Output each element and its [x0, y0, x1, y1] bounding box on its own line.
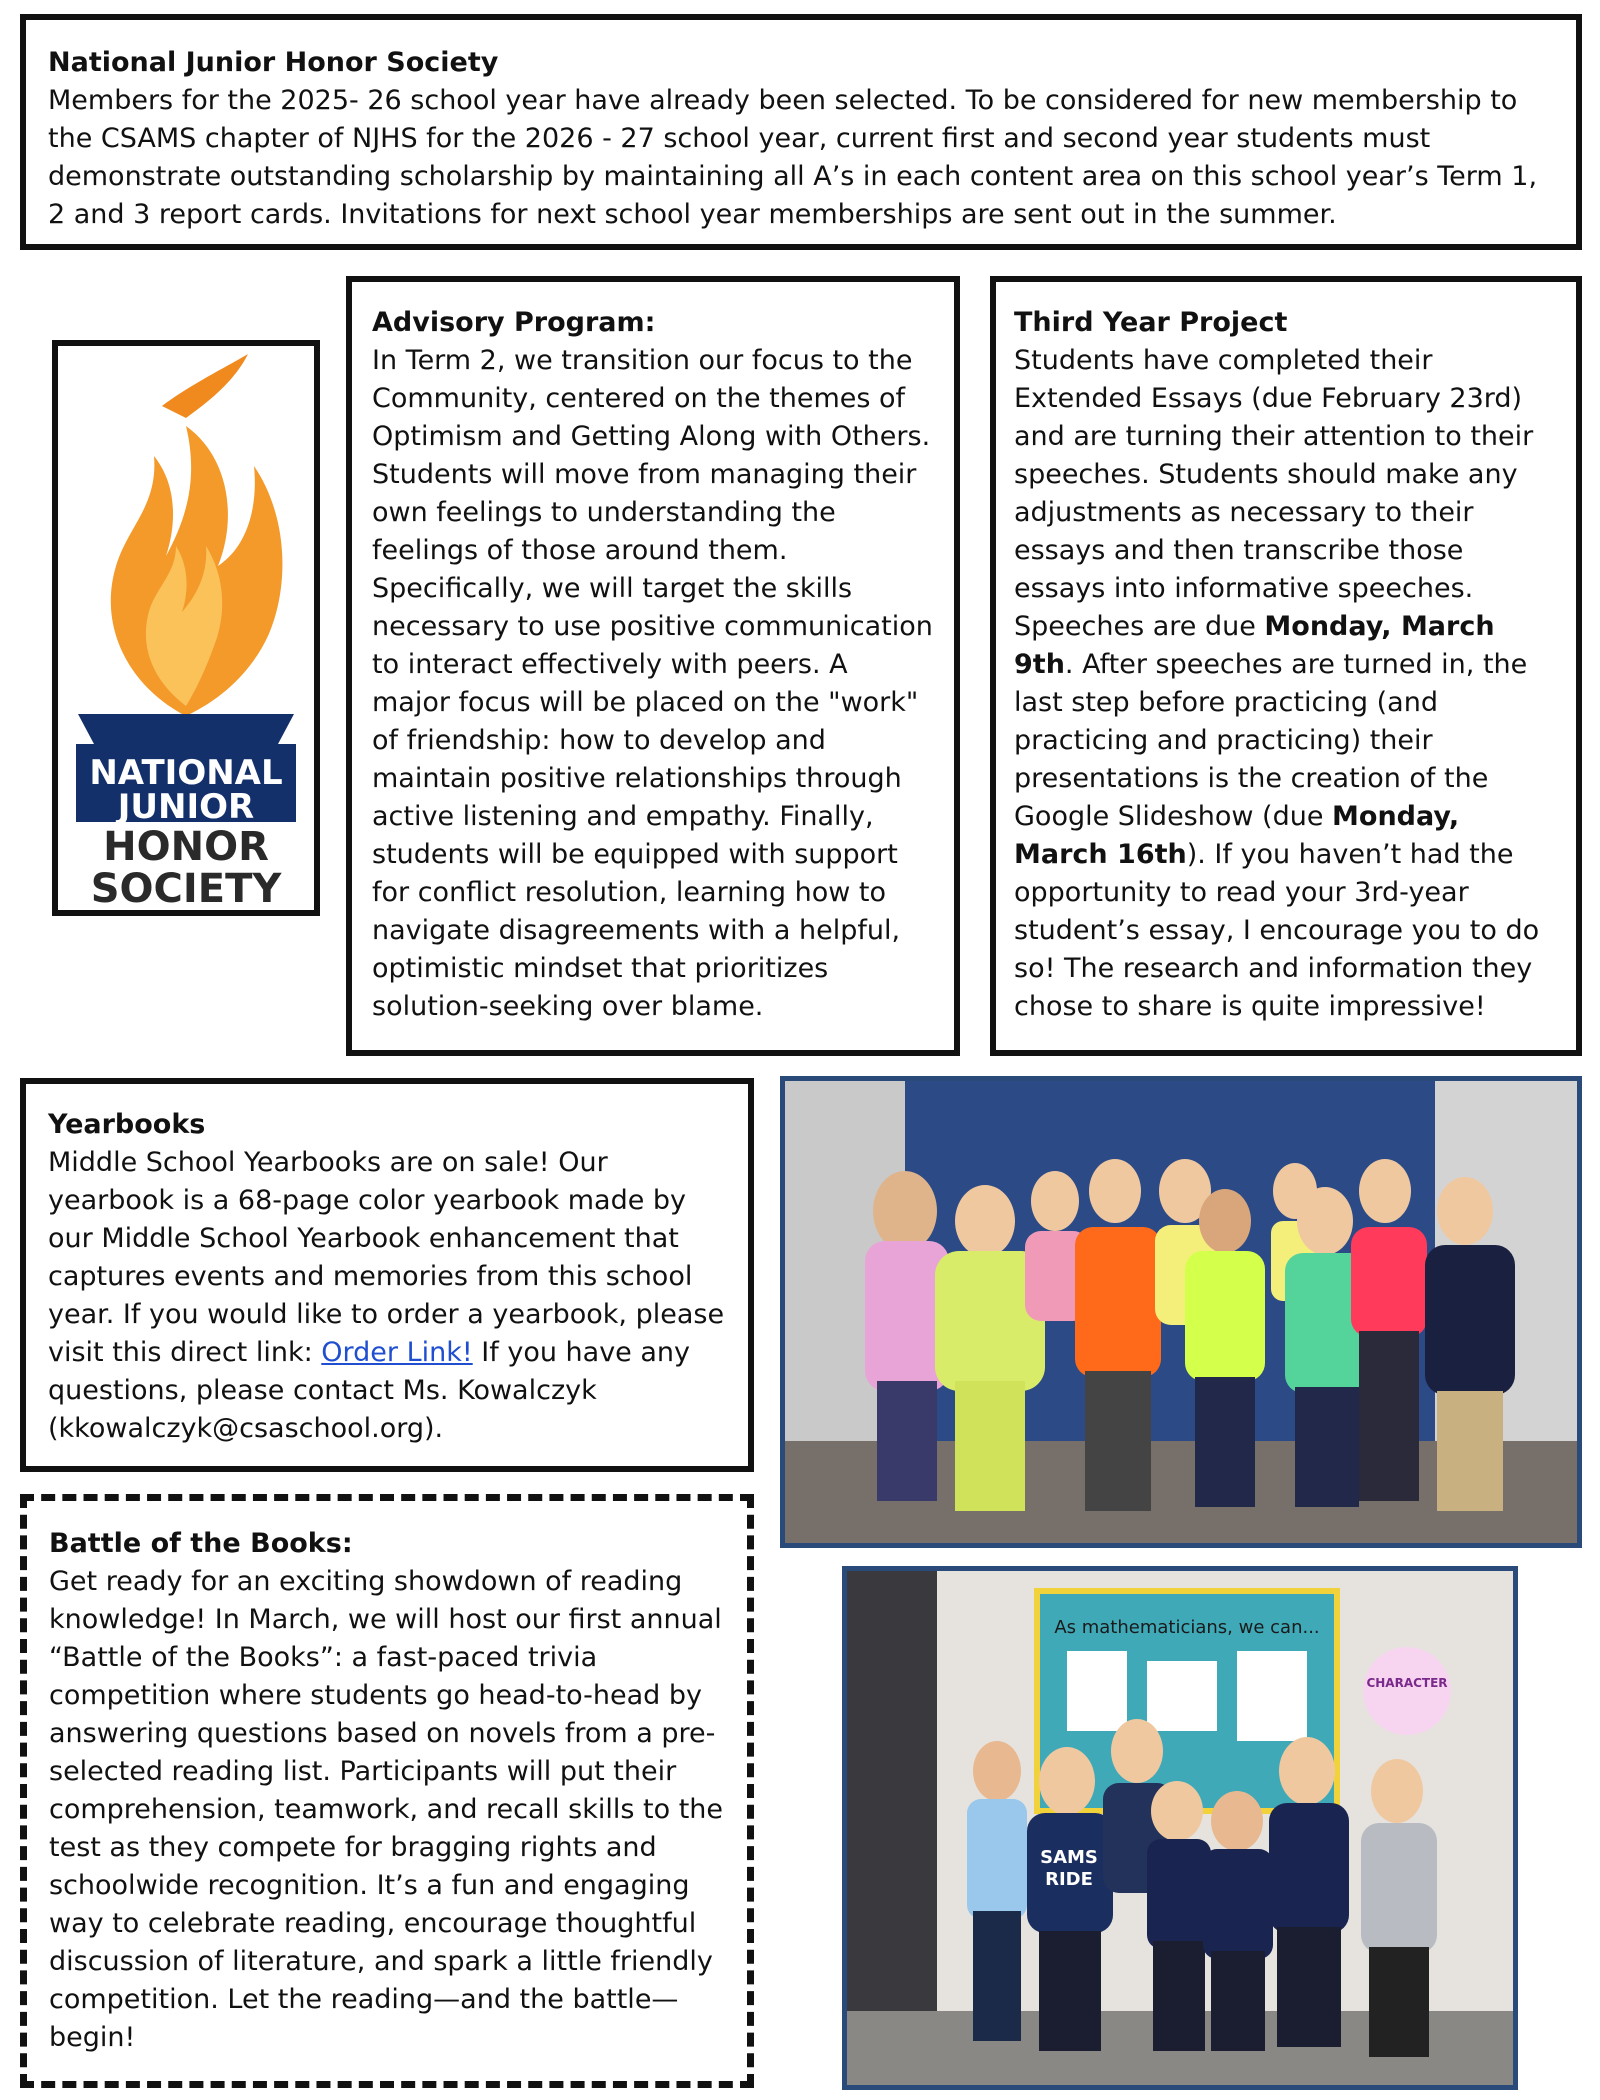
yearbooks-text-2: If you have any questions, please contact Ms. Kowalczyk (kkowalczyk@csaschool.org). [48, 1337, 691, 1444]
battle-of-books-section [20, 1494, 754, 2088]
shirt-text-2: RIDE [1045, 1869, 1093, 1890]
slideshow-due-date: Monday, March 16th [1014, 801, 1460, 870]
third-year-section [990, 276, 1582, 1056]
advisory-title: Advisory Program: [372, 307, 656, 338]
board-heading: As mathematicians, we can... [1054, 1617, 1320, 1638]
group-photo-2 [842, 1566, 1518, 2090]
speech-due-date: Monday, March 9th [1014, 611, 1495, 680]
logo-line4: SOCIETY [90, 866, 282, 910]
third-year-text-3: ). If you haven’t had the opportunity to read your 3rd-year student’s essay, I encourage you to do so! The research and information they chose to share is quite impressive! [1014, 839, 1540, 1022]
third-year-text-2: . After speeches are turned in, the last step before practicing (and practicing and practicing) their presentations is the creation of the Google Slideshow (due [1014, 649, 1528, 832]
flame-logo-icon [58, 346, 314, 910]
third-year-text-1: Students have completed their Extended Essays (due February 23rd) and are turning their attention to their speeches. Students should make any adjustments as necessary to their essays and then transcribe those essays into informative speeches. Speeches are due [1014, 345, 1534, 642]
battle-body: Get ready for an exciting showdown of reading knowledge! In March, we will host our first annual “Battle of the Books”: a fast-paced trivia competition where students go head-to-head by answering questions based on novels from a pre-selected reading list. Participants will put their comprehension, teamwork, and recall skills to the test as they compete for bragging rights and schoolwide recognition. It’s a fun and engaging way to celebrate reading, encourage thoughtful discussion of literature, and spark a little friendly competition. Let the reading—and the battle—begin! [49, 1566, 723, 2053]
logo-line1: NATIONAL [89, 753, 283, 793]
njhs-section [20, 14, 1582, 250]
advisory-body: In Term 2, we transition our focus to the Community, centered on the themes of Optimism and Getting Along with Others. Students will move from managing their own feelings to understanding the feelings of those around them. Specifically, we will target the skills necessary to use positive communication to interact effectively with peers. A major focus will be placed on the "work" of friendship: how to develop and maintain positive relationships through active listening and empathy. Finally, students will be equipped with support for conflict resolution, learning how to navigate disagreements with a helpful, optimistic mindset that prioritizes solution-seeking over blame. [372, 345, 933, 1022]
shirt-text-1: SAMS [1040, 1847, 1098, 1868]
yearbooks-title: Yearbooks [48, 1109, 206, 1140]
njhs-title: National Junior Honor Society [48, 47, 499, 78]
logo-line2: JUNIOR [117, 787, 255, 827]
logo-line3: HONOR [103, 824, 269, 870]
group-photo-1 [780, 1076, 1582, 1548]
battle-title: Battle of the Books: [49, 1528, 353, 1559]
third-year-title: Third Year Project [1014, 307, 1288, 338]
order-link[interactable]: Order Link! [321, 1337, 473, 1368]
poster-label: CHARACTER [1366, 1676, 1448, 1690]
advisory-section [346, 276, 960, 1056]
njhs-logo [52, 340, 320, 916]
yearbooks-text-1: Middle School Yearbooks are on sale! Our yearbook is a 68-page color yearbook made by our Middle School Yearbook enhancement that captures events and memories from this school year. If you would like to order a yearbook, please visit this direct link: [48, 1147, 725, 1368]
yearbooks-section [20, 1078, 754, 1472]
njhs-body: Members for the 2025- 26 school year have already been selected. To be considered for new membership to the CSAMS chapter of NJHS for the 2026 - 27 school year, current first and second year students must demonstrate outstanding scholarship by maintaining all A’s in each content area on this school year’s Term 1, 2 and 3 report cards. Invitations for next school year memberships are sent out in the summer. [48, 85, 1538, 230]
